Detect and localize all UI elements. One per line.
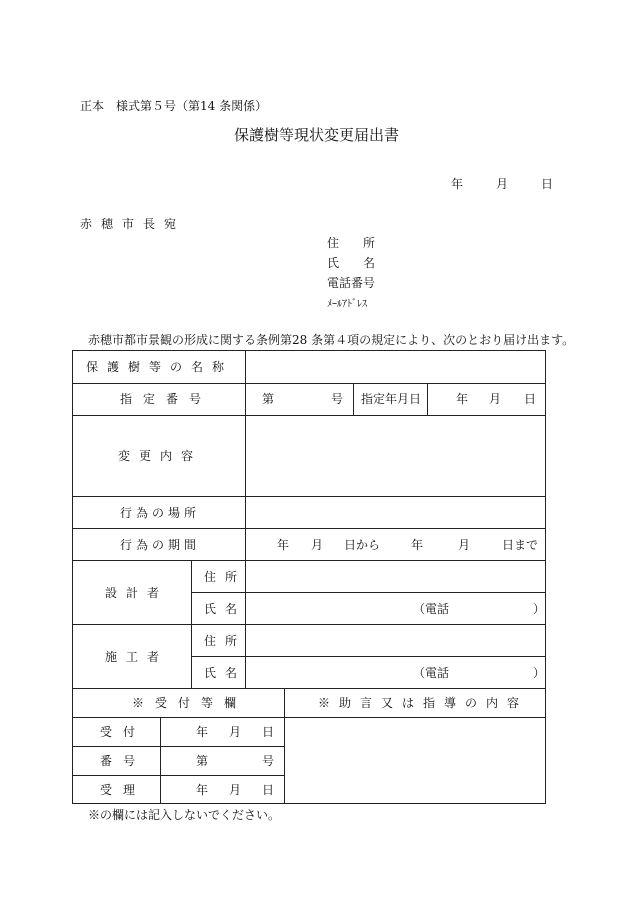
processing-day: 日: [262, 783, 275, 797]
applicant-email-label: ﾒｰﾙｱﾄﾞﾚｽ: [327, 299, 367, 310]
period-to-suffix: 日まで: [502, 538, 539, 552]
builder-phone-close: ）: [533, 666, 546, 680]
designation-no-field[interactable]: [276, 388, 326, 410]
designation-month: 月: [489, 392, 502, 406]
period-from-suffix: 日から: [344, 538, 381, 552]
advice-content-area: [287, 720, 543, 802]
builder-label: 施工者: [105, 650, 169, 664]
form-reference: 正本 様式第５号（第14 条関係）: [80, 99, 268, 113]
document-title: 保護樹等現状変更届出書: [234, 126, 400, 144]
applicant-address-field[interactable]: [378, 234, 538, 252]
applicant-address-label: 住 所: [327, 236, 376, 250]
designation-date-label: 指定年月日: [361, 392, 422, 406]
builder-phone-open: （電話: [413, 666, 450, 680]
designation-go: 号: [331, 392, 344, 406]
designer-address-field[interactable]: [248, 563, 543, 590]
designer-label: 設計者: [105, 586, 169, 600]
builder-name-label: 氏名: [204, 666, 247, 680]
number-label: 番号: [100, 754, 147, 768]
tree-name-field[interactable]: [248, 353, 543, 381]
act-place-field[interactable]: [248, 499, 543, 526]
act-place-label: 行為の場所: [120, 506, 201, 520]
period-from-year: 年: [277, 538, 290, 552]
date-month-label: 月: [496, 177, 509, 191]
designation-dai: 第: [262, 392, 275, 406]
period-to-month: 月: [458, 538, 471, 552]
date-month-field[interactable]: [508, 174, 538, 192]
period-to-year: 年: [411, 538, 424, 552]
date-day-label: 日: [541, 177, 554, 191]
designation-year: 年: [456, 392, 469, 406]
designation-no-label: 指定番号: [120, 392, 213, 406]
footer-note: ※の欄には記入しないでください。: [88, 808, 281, 822]
builder-name-field[interactable]: [248, 659, 408, 686]
builder-phone-field[interactable]: [452, 659, 530, 686]
processing-year: 年: [196, 783, 209, 797]
intro-text: 赤穂市都市景観の形成に関する条例第28 条第４項の規定により、次のとおり届け出ます。: [88, 333, 575, 347]
designation-day: 日: [524, 392, 537, 406]
builder-address-label: 住所: [204, 634, 247, 648]
reception-year: 年: [196, 725, 209, 739]
designer-address-label: 住所: [204, 570, 247, 584]
applicant-name-label: 氏 名: [327, 256, 376, 270]
processing-label: 受理: [100, 783, 147, 797]
applicant-phone-field[interactable]: [378, 274, 538, 292]
applicant-phone-label: 電話番号: [327, 276, 376, 290]
change-content-label: 変更内容: [118, 449, 203, 463]
tree-name-label: 保護樹等の名称: [86, 360, 234, 374]
period-from-month: 月: [311, 538, 324, 552]
designer-phone-field[interactable]: [452, 595, 530, 622]
act-period-label: 行為の期間: [120, 538, 201, 552]
builder-address-field[interactable]: [248, 627, 543, 654]
date-year-field[interactable]: [463, 174, 493, 192]
applicant-name-field[interactable]: [378, 254, 538, 272]
advice-header: ※助言又は指導の内容: [318, 696, 529, 710]
designer-phone-open: （電話: [413, 602, 450, 616]
date-year-label: 年: [451, 177, 464, 191]
designer-name-field[interactable]: [248, 595, 408, 622]
designer-phone-close: ）: [533, 602, 546, 616]
reception-month: 月: [229, 725, 242, 739]
applicant-email-field[interactable]: [378, 294, 538, 312]
change-content-field[interactable]: [248, 418, 543, 494]
designer-name-label: 氏名: [204, 602, 247, 616]
number-dai: 第: [196, 754, 209, 768]
number-go: 号: [262, 754, 275, 768]
processing-month: 月: [229, 783, 242, 797]
reception-header: ※受付等欄: [132, 696, 248, 710]
addressee: 赤穂市長宛: [80, 217, 186, 231]
reception-day: 日: [262, 725, 275, 739]
reception-label: 受付: [100, 725, 147, 739]
